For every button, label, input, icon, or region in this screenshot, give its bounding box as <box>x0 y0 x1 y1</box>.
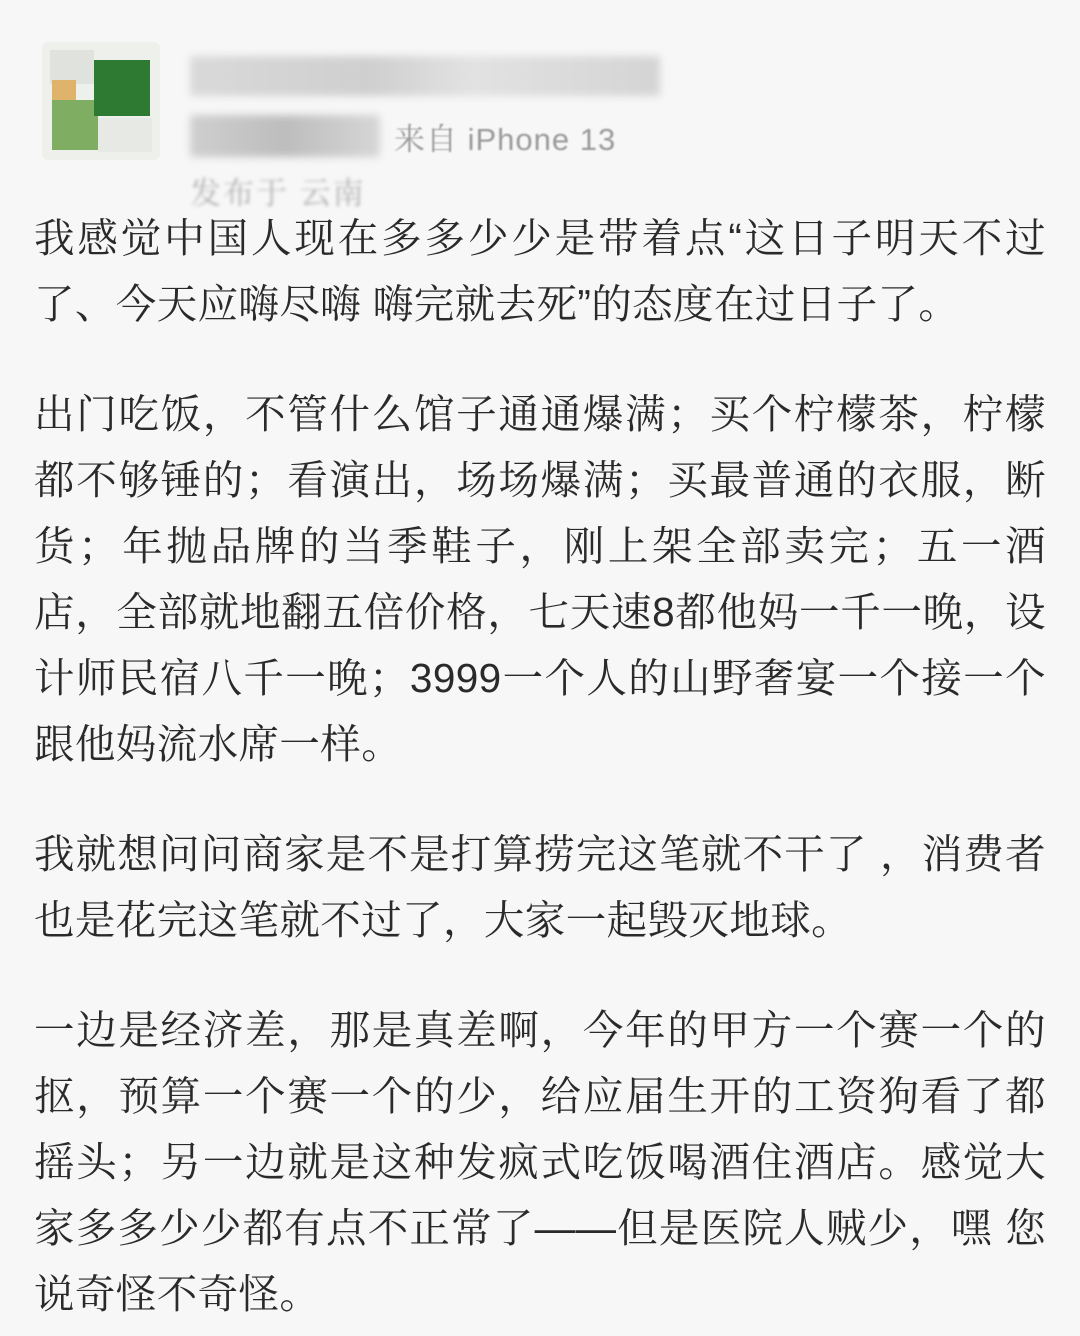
device-label: 来自 iPhone 13 <box>394 121 617 157</box>
post-paragraph: 一边是经济差，那是真差啊，今年的甲方一个赛一个的抠，预算一个赛一个的少，给应届生开的工资狗看了都摇头；另一边就是这种发疯式吃饭喝酒住酒店。感觉大家多多少少都有点不正常了——但是医院人贼少，嘿 您说奇怪不奇怪。 <box>34 1007 1046 1317</box>
post-paragraph: 我感觉中国人现在多多少少是带着点“这日子明天不过了、今天应嗨尽嗨 嗨完就去死”的态度在过日子了。 <box>34 215 1046 327</box>
avatar[interactable] <box>42 42 160 160</box>
avatar-shape-fade <box>98 118 152 152</box>
post-meta <box>190 56 890 211</box>
avatar-shape-green-light <box>52 100 98 150</box>
post-source-row <box>190 112 890 160</box>
post-header <box>0 0 1080 211</box>
post-paragraph: 出门吃饭，不管什么馆子通通爆满；买个柠檬茶，柠檬都不够锤的；看演出，场场爆满；买最普通的衣服，断货；年抛品牌的当季鞋子，刚上架全部卖完；五一酒店，全部就地翻五倍价格，七天速8都他妈一千一晚，设计师民宿八千一晚；3999一个人的山野奢宴一个接一个跟他妈流水席一样。 <box>34 391 1046 767</box>
post-paragraph: 我就想问问商家是不是打算捞完这笔就不干了 ，消费者也是花完这笔就不过了，大家一起毁灭地球。 <box>34 831 1046 943</box>
username[interactable] <box>190 56 660 96</box>
timestamp-redacted <box>190 115 380 157</box>
avatar-shape-green-dark <box>94 60 150 116</box>
avatar-shape-grey <box>50 50 94 84</box>
post-body <box>0 205 1080 1327</box>
publish-location: 发布于 云南 <box>190 176 366 211</box>
